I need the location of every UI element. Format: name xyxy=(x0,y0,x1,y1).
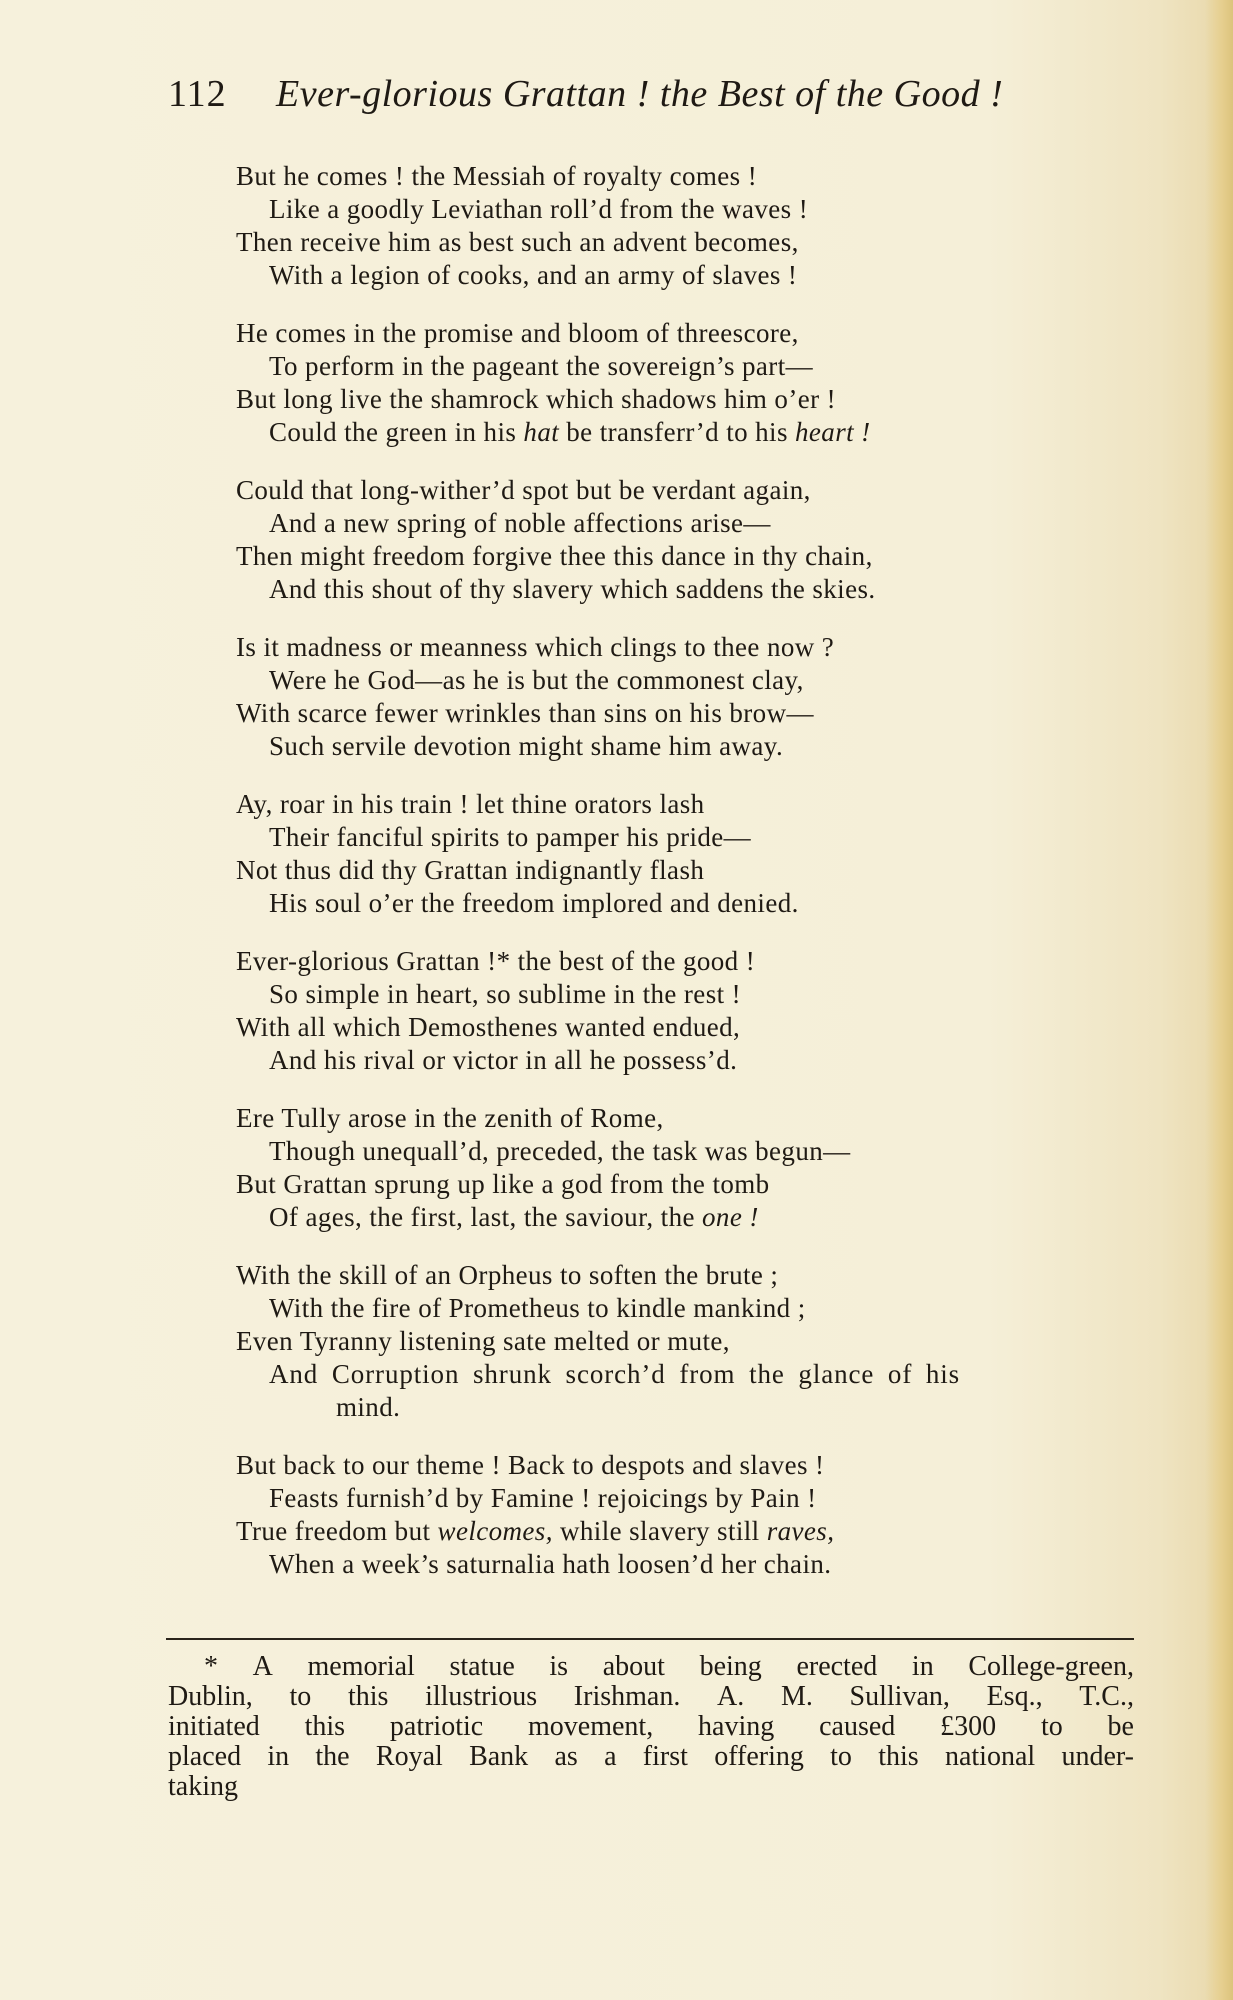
footnote-word: this xyxy=(304,1711,346,1742)
poem-line xyxy=(236,226,1136,259)
line-text: With scarce fewer wrinkles than sins on his brow— xyxy=(236,698,814,728)
line-text: Like a goodly Leviathan roll’d from the waves ! xyxy=(269,194,809,224)
footnote-word: * xyxy=(204,1651,218,1682)
poem-line xyxy=(236,697,1136,730)
stanza xyxy=(236,788,1136,920)
poem-line xyxy=(236,1259,1136,1292)
footnote-rule xyxy=(166,1638,1134,1640)
poem-line xyxy=(236,1135,1136,1168)
poem-line xyxy=(236,1325,1136,1358)
poem-line xyxy=(236,383,1136,416)
footnote-word: offering xyxy=(714,1741,804,1772)
poem xyxy=(236,160,1136,1606)
footnote-word: be xyxy=(1107,1711,1134,1742)
footnote-word: Esq., xyxy=(986,1681,1043,1712)
poem-line xyxy=(236,1044,1136,1077)
poem-line xyxy=(236,573,1136,606)
stanza xyxy=(236,1102,1136,1234)
poem-line xyxy=(236,259,1136,292)
line-text: Even Tyranny listening sate melted or mute, xyxy=(236,1326,730,1356)
poem-line xyxy=(236,160,1136,193)
line-text: And a new spring of noble affections arise— xyxy=(269,508,771,538)
footnote-word: national xyxy=(944,1741,1036,1772)
line-text: Is it madness or meanness which clings to thee now ? xyxy=(236,632,835,662)
footnote-word: Royal xyxy=(375,1741,443,1772)
footnote-word: being xyxy=(699,1651,762,1682)
page-edge-shadow xyxy=(1205,0,1233,2000)
footnote-line: taking xyxy=(168,1771,238,1802)
footnote-word: as xyxy=(554,1741,578,1772)
line-text: And Corruption shrunk scorch’d from the glance of his xyxy=(269,1359,961,1389)
line-text: When a week’s saturnalia hath loosen’d her chain. xyxy=(269,1549,832,1579)
line-text: Ay, roar in his train ! let thine orators lash xyxy=(236,789,705,819)
line-text: But back to our theme ! Back to despots and slaves ! xyxy=(236,1450,825,1480)
line-text: His soul o’er the freedom implored and denied. xyxy=(269,888,799,918)
footnote-word: Sullivan, xyxy=(849,1681,950,1712)
poem-line xyxy=(236,474,1136,507)
footnote-word: in xyxy=(267,1741,290,1772)
footnote-word: movement, xyxy=(528,1711,654,1742)
poem-line xyxy=(236,193,1136,226)
line-text: Their fanciful spirits to pamper his pride— xyxy=(269,822,752,852)
line-text: Ever-glorious Grattan !* the best of the good ! xyxy=(236,946,756,976)
line-text: He comes in the promise and bloom of threescore, xyxy=(236,318,799,348)
footnote-word: patriotic xyxy=(389,1711,484,1742)
poem-line xyxy=(236,1011,1136,1044)
footnote-word: Irishman. xyxy=(573,1681,681,1712)
footnote-word: is xyxy=(549,1651,569,1682)
poem-line xyxy=(236,1449,1136,1482)
footnote-word: initiated xyxy=(168,1711,260,1742)
line-text: Not thus did thy Grattan indignantly flash xyxy=(236,855,705,885)
running-title: Ever-glorious Grattan ! the Best of the Good ! xyxy=(276,73,1004,115)
footnote-word: in xyxy=(911,1651,934,1682)
footnote-word: under- xyxy=(1061,1741,1134,1772)
poem-line xyxy=(236,1391,1136,1424)
footnote-word: T.C., xyxy=(1079,1681,1134,1712)
footnote-word: to xyxy=(830,1741,852,1772)
poem-line xyxy=(236,788,1136,821)
footnote-word: to xyxy=(289,1681,312,1712)
line-text: be transferr’d to his xyxy=(559,417,796,447)
stanza xyxy=(236,474,1136,606)
poem-line xyxy=(236,945,1136,978)
footnote-word: M. xyxy=(780,1681,813,1712)
line-text: But he comes ! the Messiah of royalty comes ! xyxy=(236,161,758,191)
poem-line xyxy=(236,1201,1136,1234)
line-text: With the fire of Prometheus to kindle mankind ; xyxy=(269,1293,806,1323)
footnote-word: caused xyxy=(819,1711,896,1742)
footnote-word: Dublin, xyxy=(168,1681,253,1712)
footnote-line xyxy=(168,1742,1134,1772)
poem-line xyxy=(236,1292,1136,1325)
poem-line xyxy=(236,730,1136,763)
poem-line xyxy=(236,317,1136,350)
poem-line xyxy=(236,854,1136,887)
italic-text: one ! xyxy=(702,1202,759,1232)
poem-line xyxy=(236,978,1136,1011)
stanza xyxy=(236,1259,1136,1424)
footnote-word: £300 xyxy=(940,1711,997,1742)
running-header xyxy=(168,72,1140,132)
poem-line xyxy=(236,821,1136,854)
page-number: 112 xyxy=(168,73,227,115)
footnote-word: College-green, xyxy=(968,1651,1134,1682)
footnote-word: having xyxy=(698,1711,775,1742)
footnote-word: about xyxy=(602,1651,665,1682)
stanza xyxy=(236,631,1136,763)
line-text: mind. xyxy=(336,1392,401,1422)
line-text: With the skill of an Orpheus to soften the brute ; xyxy=(236,1260,779,1290)
footnote-line xyxy=(168,1682,1134,1712)
stanza xyxy=(236,1449,1136,1581)
poem-line xyxy=(236,540,1136,573)
poem-line xyxy=(236,1482,1136,1515)
line-text: while slavery still xyxy=(552,1516,767,1546)
line-text: But Grattan sprung up like a god from the tomb xyxy=(236,1169,770,1199)
italic-text: heart ! xyxy=(795,417,871,447)
footnote xyxy=(168,1652,1134,1802)
poem-line xyxy=(236,507,1136,540)
footnote-word: this xyxy=(878,1741,919,1772)
line-text: Could the green in his xyxy=(269,417,524,447)
italic-text: welcomes, xyxy=(437,1516,553,1546)
footnote-word: memorial xyxy=(307,1651,415,1682)
poem-line xyxy=(236,1515,1136,1548)
poem-line xyxy=(236,631,1136,664)
poem-line xyxy=(236,664,1136,697)
italic-text: raves, xyxy=(766,1516,835,1546)
line-text: So simple in heart, so sublime in the rest ! xyxy=(269,979,742,1009)
line-text: And his rival or victor in all he possess’d. xyxy=(269,1045,738,1075)
poem-line xyxy=(236,1548,1136,1581)
footnote-word: erected xyxy=(796,1651,878,1682)
stanza xyxy=(236,317,1136,449)
line-text: True freedom but xyxy=(236,1516,438,1546)
footnote-word: Bank xyxy=(469,1741,529,1772)
line-text: Could that long-wither’d spot but be verdant again, xyxy=(236,475,811,505)
line-text: With all which Demosthenes wanted endued, xyxy=(236,1012,741,1042)
footnote-line xyxy=(168,1652,1134,1682)
footnote-word: illustrious xyxy=(425,1681,538,1712)
italic-text: hat xyxy=(523,417,560,447)
line-text: But long live the shamrock which shadows him o’er ! xyxy=(236,384,837,414)
poem-line xyxy=(236,1168,1136,1201)
line-text: Ere Tully arose in the zenith of Rome, xyxy=(236,1103,664,1133)
poem-line xyxy=(236,887,1136,920)
line-text: And this shout of thy slavery which saddens the skies. xyxy=(269,574,876,604)
footnote-word: the xyxy=(315,1741,350,1772)
line-text: Feasts furnish’d by Famine ! rejoicings by Pain ! xyxy=(269,1483,817,1513)
poem-line xyxy=(236,1358,1136,1391)
line-text: Then receive him as best such an advent becomes, xyxy=(236,227,799,257)
poem-line xyxy=(236,350,1136,383)
footnote-word: first xyxy=(642,1741,688,1772)
stanza xyxy=(236,160,1136,292)
footnote-line xyxy=(168,1712,1134,1742)
footnote-word: placed xyxy=(168,1741,242,1772)
line-text: Such servile devotion might shame him away. xyxy=(269,731,784,761)
line-text: With a legion of cooks, and an army of slaves ! xyxy=(269,260,798,290)
line-text: Were he God—as he is but the commonest clay, xyxy=(269,665,804,695)
footnote-word: statue xyxy=(449,1651,515,1682)
footnote-word: to xyxy=(1040,1711,1063,1742)
poem-line xyxy=(236,1102,1136,1135)
line-text: Though unequall’d, preceded, the task was begun— xyxy=(269,1136,851,1166)
poem-line xyxy=(236,416,1136,449)
footnote-word: A. xyxy=(717,1681,745,1712)
line-text: Of ages, the first, last, the saviour, the xyxy=(269,1202,703,1232)
line-text: Then might freedom forgive thee this dance in thy chain, xyxy=(236,541,873,571)
line-text: To perform in the pageant the sovereign’s part— xyxy=(269,351,813,381)
stanza xyxy=(236,945,1136,1077)
footnote-word: A xyxy=(252,1651,273,1682)
footnote-word: a xyxy=(604,1741,617,1772)
footnote-word: this xyxy=(347,1681,389,1712)
